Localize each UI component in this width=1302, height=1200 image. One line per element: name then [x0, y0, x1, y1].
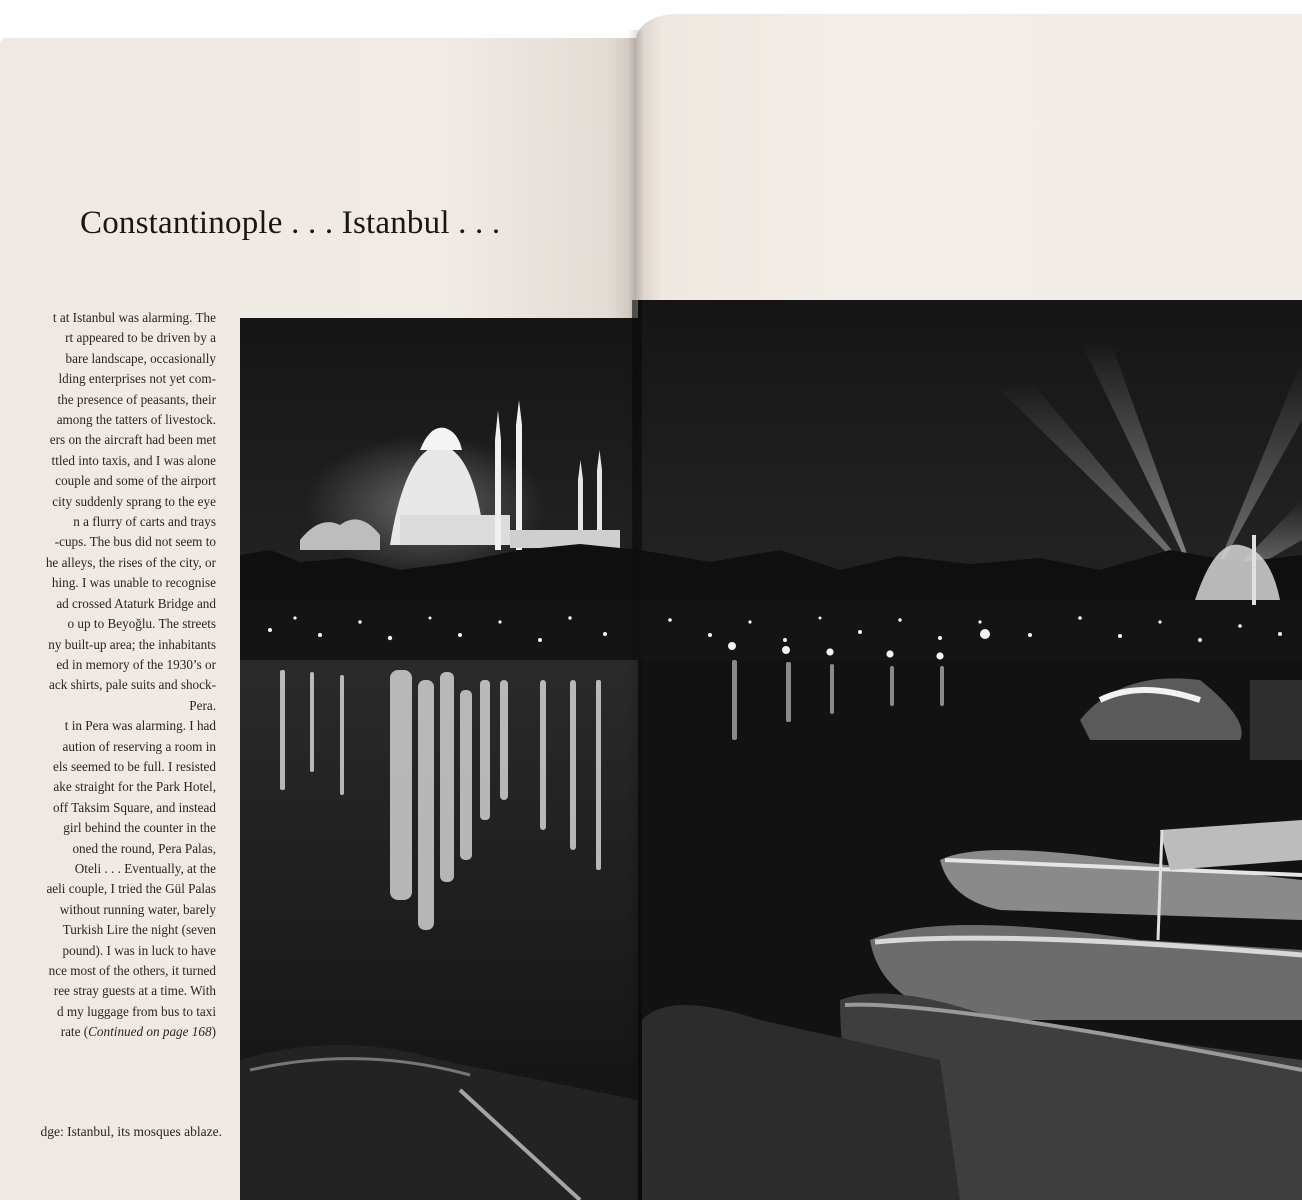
text-line: els seemed to be full. I resisted: [53, 758, 216, 774]
text-line: off Taksim Square, and instead: [52, 799, 216, 815]
text-line: among the tatters of livestock.: [56, 412, 216, 428]
text-line: ree stray guests at a time. With: [53, 983, 216, 999]
text-line: city suddenly sprang to the eye: [52, 493, 216, 509]
text-line: Pera.: [189, 697, 216, 713]
text-line: nce most of the others, it turned: [48, 963, 216, 978]
continued-note: Continued on page 168: [88, 1024, 212, 1040]
text-line: hing. I was unable to recognise: [51, 575, 216, 591]
text-line: Oteli . . . Eventually, at the: [74, 860, 216, 876]
text-line: without running water, barely: [59, 901, 216, 917]
text-line: o up to Beyoğlu. The streets: [67, 616, 216, 632]
text-line: ed in memory of the 1930’s or: [56, 656, 216, 672]
text-line: girl behind the counter in the: [63, 820, 216, 836]
text-line: pound). I was in luck to have: [62, 942, 216, 958]
text-line: aution of reserving a room in: [62, 738, 216, 754]
text-line: ake straight for the Park Hotel,: [53, 779, 216, 795]
text-line: rt appeared to be driven by a: [65, 330, 216, 346]
text-line: couple and some of the airport: [55, 473, 216, 489]
text-line: oned the round, Pera Palas,: [72, 840, 216, 856]
text-line: ny built-up area; the inhabitants: [48, 636, 216, 652]
text-line: t at Istanbul was alarming. The: [52, 310, 216, 325]
text-line: t in Pera was alarming. I had: [64, 718, 216, 734]
last-line-suffix: ): [211, 1024, 216, 1040]
text-line: ttled into taxis, and I was alone: [51, 452, 216, 468]
text-line: the presence of peasants, their: [57, 391, 216, 407]
text-line: ack shirts, pale suits and shock-: [48, 677, 216, 693]
last-text-line: [0, 1022, 216, 1042]
text-line: lding enterprises not yet com-: [58, 371, 216, 387]
text-line: ad crossed Ataturk Bridge and: [56, 595, 216, 611]
text-line: -cups. The bus did not seem to: [54, 534, 216, 550]
book-gutter: [628, 30, 644, 1200]
night-photograph: [240, 300, 1302, 1200]
text-line: bare landscape, occasionally: [65, 350, 216, 366]
last-line-prefix: rate (: [60, 1024, 89, 1040]
photo-caption: dge: Istanbul, its mosques ablaze.: [40, 1124, 222, 1139]
istanbul-night-image: [240, 300, 1302, 1200]
text-line: aeli couple, I tried the Gül Palas: [46, 881, 216, 897]
text-line: n a flurry of carts and trays: [73, 514, 216, 530]
text-line: he alleys, the rises of the city, or: [45, 554, 216, 570]
text-line: Turkish Lire the night (seven: [62, 922, 216, 938]
text-line: ers on the aircraft had been met: [49, 432, 216, 448]
page-title: Constantinople . . . Istanbul . . .: [80, 205, 501, 241]
article-text: [0, 308, 216, 1043]
text-line: d my luggage from bus to taxi: [57, 1003, 216, 1019]
